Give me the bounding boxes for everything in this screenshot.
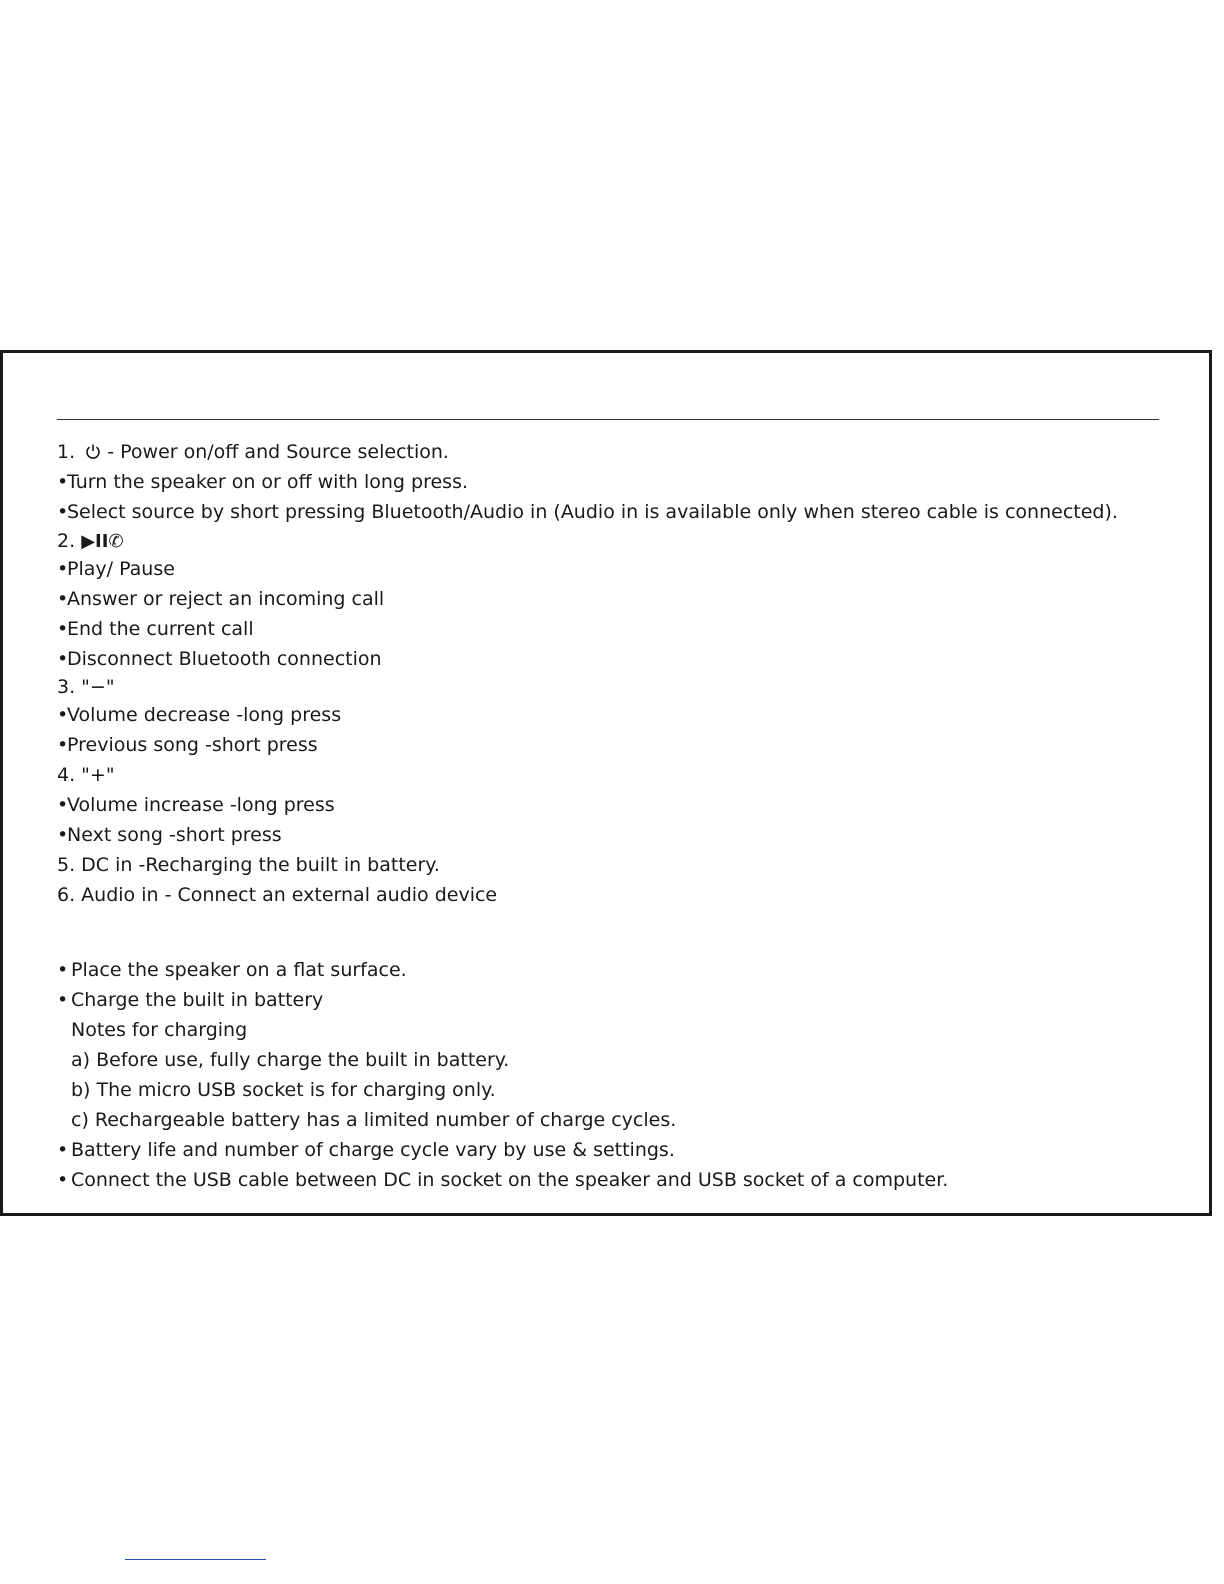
control-item-4: 4. "+" — [57, 764, 115, 786]
bullet-icon: • — [57, 794, 69, 816]
list-item: •Select source by short pressing Bluetooth/Audio in (Audio in is available only when stereo cable is connected). — [57, 501, 1118, 523]
item-1-number: 1. — [57, 441, 76, 463]
footer-link-rule — [125, 1559, 266, 1560]
note-item: a) Before use, fully charge the built in battery. — [71, 1049, 510, 1071]
list-item: •Disconnect Bluetooth connection — [57, 648, 382, 670]
bullet-icon: • — [57, 471, 69, 493]
power-icon — [85, 442, 101, 466]
control-item-2 — [57, 529, 124, 554]
list-item: •Volume decrease -long press — [57, 704, 342, 726]
list-item: •Answer or reject an incoming call — [57, 588, 385, 610]
bullet-icon: • — [57, 704, 69, 726]
bullet-icon: • — [57, 1169, 69, 1191]
list-item: •Play/ Pause — [57, 558, 175, 580]
control-item-1 — [57, 440, 449, 466]
note-item: c) Rechargeable battery has a limited number of charge cycles. — [71, 1109, 677, 1131]
item-1-text: - Power on/off and Source selection. — [101, 441, 449, 463]
list-item: • Connect the USB cable between DC in socket on the speaker and USB socket of a computer. — [57, 1169, 949, 1191]
list-item: •End the current call — [57, 618, 254, 640]
bullet-icon: • — [57, 824, 69, 846]
bullet-icon: • — [57, 959, 69, 981]
list-item: •Previous song -short press — [57, 734, 318, 756]
list-item: •Volume increase -long press — [57, 794, 335, 816]
control-item-3: 3. "−" — [57, 676, 115, 698]
bullet-icon: • — [57, 1139, 69, 1161]
control-item-5: 5. DC in -Recharging the built in battery. — [57, 854, 440, 876]
phone-icon: ✆ — [108, 531, 124, 552]
bullet-icon: • — [57, 989, 69, 1011]
bullet-icon: • — [57, 588, 69, 610]
list-item: • Battery life and number of charge cycle vary by use & settings. — [57, 1139, 675, 1161]
list-item: • Charge the built in battery — [57, 989, 324, 1011]
bullet-icon: • — [57, 501, 69, 523]
bullet-icon: • — [57, 734, 69, 756]
notes-title: Notes for charging — [71, 1019, 248, 1041]
play-pause-icon: ▶II — [81, 531, 109, 552]
bullet-icon: • — [57, 558, 69, 580]
list-item: • Place the speaker on a flat surface. — [57, 959, 407, 981]
list-item: •Turn the speaker on or off with long press. — [57, 471, 469, 493]
bullet-icon: • — [57, 618, 69, 640]
bullet-icon: • — [57, 648, 69, 670]
note-item: b) The micro USB socket is for charging only. — [71, 1079, 496, 1101]
header-rule — [57, 419, 1159, 420]
control-item-6: 6. Audio in - Connect an external audio device — [57, 884, 498, 906]
list-item: •Next song -short press — [57, 824, 282, 846]
item-2-number: 2. — [57, 530, 76, 552]
